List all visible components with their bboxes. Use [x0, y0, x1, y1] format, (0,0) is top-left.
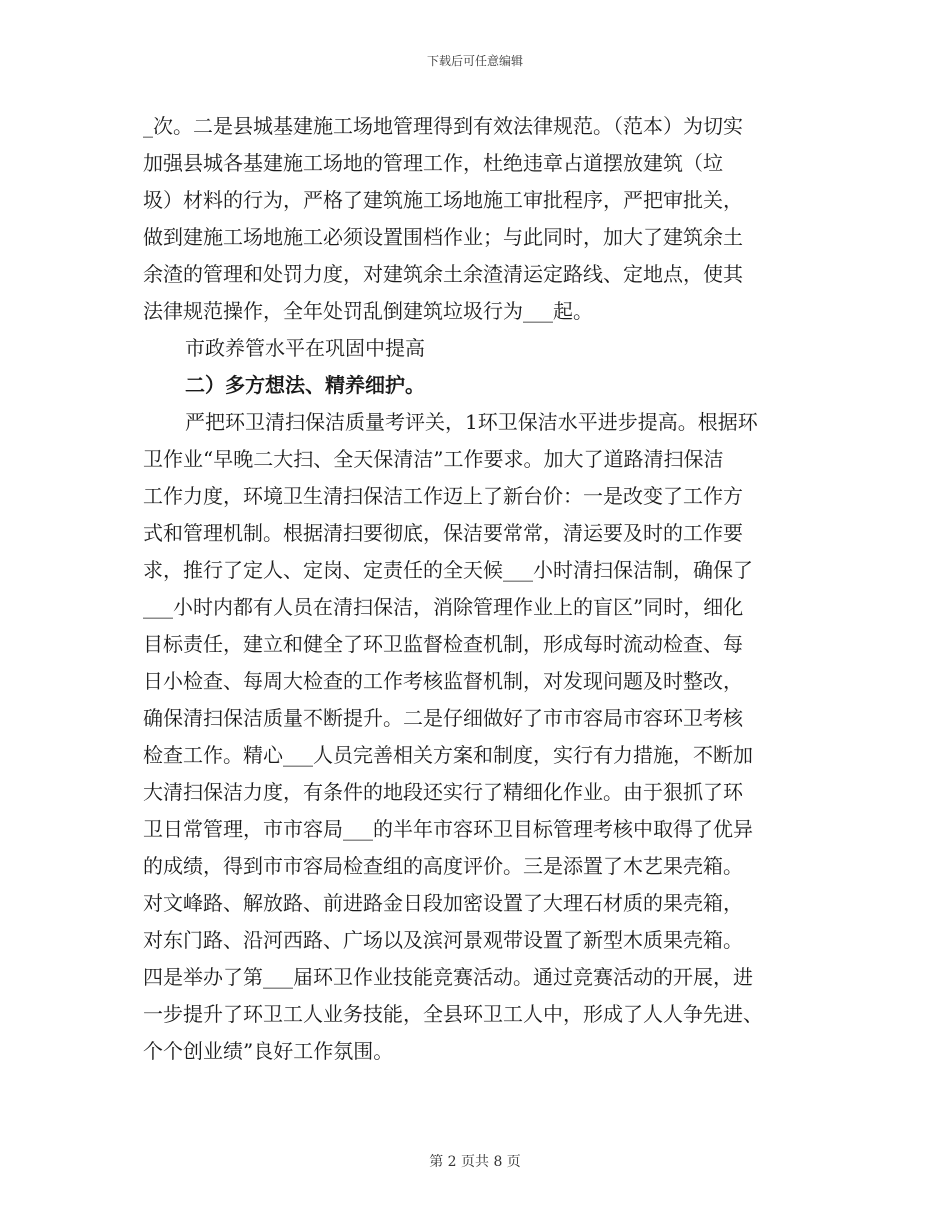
- text-line: _次。二是县城基建施工场地管理得到有效法律规范。（范本）为切实: [143, 114, 743, 138]
- document-body: [143, 108, 818, 1070]
- text-line: 法律规范操作，全年处罚乱倒建筑垃圾行为___起。: [143, 299, 593, 323]
- text-line: 对文峰路、解放路、前进路金日段加密设置了大理石材质的果壳箱，: [143, 891, 743, 915]
- paragraph: [143, 404, 818, 1070]
- text-line: 日小检查、每周大检查的工作考核监督机制，对发现问题及时整改，: [143, 669, 743, 693]
- text-line: 对东门路、沿河西路、广场以及滨河景观带设置了新型木质果壳箱。: [143, 928, 743, 952]
- text-line: 的成绩，得到市市容局检查组的高度评价。三是添置了木艺果壳箱。: [143, 854, 743, 878]
- page-header: 下载后可任意编辑: [426, 54, 523, 68]
- text-line: 加强县城各基建施工场地的管理工作，杜绝违章占道摆放建筑（垃: [143, 151, 723, 175]
- text-line: 卫作业“早晚二大扫、全天保清洁”工作要求。加大了道路清扫保洁: [143, 447, 724, 471]
- text-line: 严把环卫清扫保洁质量考评关，1环卫保洁水平进步提高。根据环: [185, 410, 758, 434]
- text-line: 四是举办了第___届环卫作业技能竞赛活动。通过竞赛活动的开展，进: [143, 965, 753, 989]
- paragraph: [143, 330, 818, 367]
- text-line: 做到建施工场地施工必须设置围档作业；与此同时，加大了建筑余土: [143, 225, 743, 249]
- text-line: 确保清扫保洁质量不断提升。二是仔细做好了市市容局市容环卫考核: [143, 706, 743, 730]
- text-line: 求，推行了定人、定岗、定责任的全天候___小时清扫保洁制，确保了: [143, 558, 753, 582]
- text-line: 个个创业绩”良好工作氛围。: [143, 1039, 394, 1063]
- text-line: 工作力度，环境卫生清扫保洁工作迈上了新台价：一是改变了工作方: [143, 484, 743, 508]
- text-line: 大清扫保洁力度，有条件的地段还实行了精细化作业。由于狠抓了环: [143, 780, 743, 804]
- text-line: 目标责任，建立和健全了环卫监督检查机制，形成每时流动检查、每: [143, 632, 743, 656]
- heading-line: 二）多方想法、精养细护。: [185, 373, 425, 397]
- page-footer: 第 2 页共 8 页: [429, 1154, 521, 1170]
- paragraph: [143, 108, 818, 330]
- text-line: 一步提升了环卫工人业务技能，全县环卫工人中，形成了人人争先进、: [143, 1002, 763, 1026]
- text-line: 检查工作。精心___人员完善相关方案和制度，实行有力措施，不断加: [143, 743, 753, 767]
- text-line: 式和管理机制。根据清扫要彻底，保洁要常常，清运要及时的工作要: [143, 521, 743, 545]
- section-heading: [143, 367, 818, 404]
- text-line: 卫日常管理，市市容局___的半年市容环卫目标管理考核中取得了优异: [143, 817, 753, 841]
- text-line: 余渣的管理和处罚力度，对建筑余土余渣清运定路线、定地点，使其: [143, 262, 743, 286]
- text-line: 圾）材料的行为，严格了建筑施工场地施工审批程序，严把审批关，: [143, 188, 743, 212]
- text-line: ___小时内都有人员在清扫保洁，消除管理作业上的盲区”同时，细化: [143, 595, 744, 619]
- text-line: 市政养管水平在巩固中提高: [185, 336, 425, 360]
